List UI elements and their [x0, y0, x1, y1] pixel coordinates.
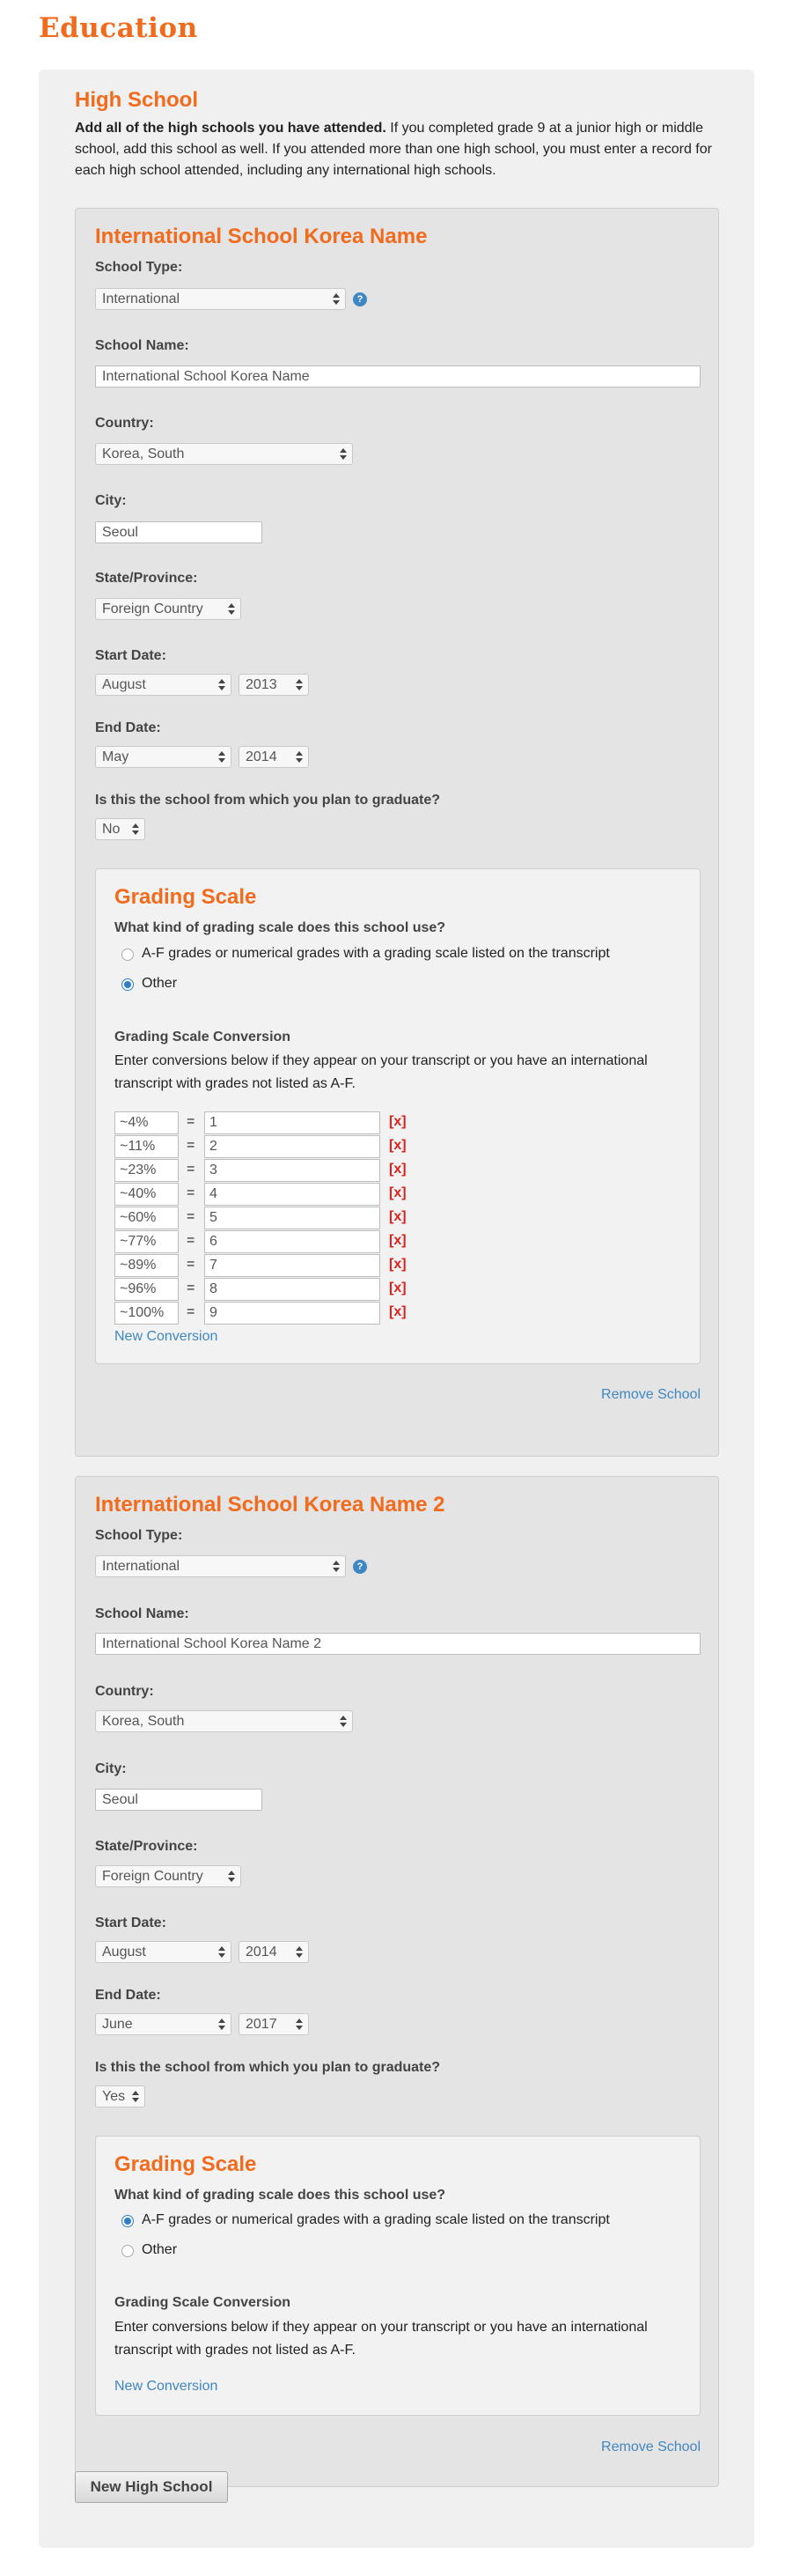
select-arrows-icon	[296, 749, 303, 765]
section-description	[75, 118, 726, 181]
conversion-to-input[interactable]: 1	[204, 1111, 380, 1134]
remove-conversion-link[interactable]: [x]	[389, 1114, 407, 1129]
start-year-value: 2013	[246, 677, 277, 692]
end-year-value: 2014	[246, 749, 277, 764]
graduate-value: No	[102, 822, 121, 837]
grading-option-other-label: Other	[142, 976, 178, 991]
remove-conversion-link[interactable]: [x]	[389, 1257, 407, 1272]
end-month-select[interactable]	[95, 746, 231, 768]
city-input[interactable]: Seoul	[95, 521, 262, 543]
city-input[interactable]: Seoul	[95, 1789, 262, 1811]
state-select[interactable]	[95, 598, 241, 620]
graduate-question-label: Is this the school from which you plan to graduate?	[95, 793, 441, 808]
grading-scale-box	[95, 2136, 701, 2416]
equals-sign: =	[187, 1114, 195, 1129]
equals-sign: =	[187, 1209, 195, 1224]
conversion-from-input[interactable]: ~40%	[114, 1183, 179, 1206]
remove-school-link[interactable]: Remove School	[601, 2439, 701, 2454]
graduate-question-label: Is this the school from which you plan to graduate?	[95, 2060, 441, 2075]
conversion-to-input[interactable]: 9	[204, 1302, 380, 1325]
conversion-row	[114, 1111, 466, 1134]
conversion-title: Grading Scale Conversion	[114, 1030, 291, 1044]
start-date-label: Start Date:	[95, 648, 166, 663]
remove-conversion-link[interactable]: [x]	[389, 1304, 407, 1319]
select-arrows-icon	[296, 2017, 303, 2033]
country-label: Country:	[95, 1684, 154, 1699]
conversion-description: Enter conversions below if they appear on your transcript or you have an international transcript with grades not listed as A-F.	[114, 1053, 648, 1091]
conversion-to-input[interactable]: 6	[204, 1230, 380, 1253]
conversion-to-input[interactable]: 3	[204, 1159, 380, 1182]
school-name-input[interactable]: International School Korea Name	[95, 365, 701, 388]
start-year-select[interactable]	[239, 1941, 309, 1963]
select-arrows-icon	[218, 2017, 225, 2033]
grading-option-af-label: A-F grades or numerical grades with a grading scale listed on the transcript	[142, 2212, 610, 2227]
country-value: Korea, South	[102, 447, 185, 461]
conversion-row	[114, 1230, 466, 1253]
grading-option-af-label: A-F grades or numerical grades with a grading scale listed on the transcript	[142, 946, 610, 961]
section-description-rest: If you completed grade 9 at a junior high or middle school, add this school as well. If you attended more than one high school, you must enter a record for each high school attended, including any international high schools.	[75, 121, 712, 178]
equals-sign: =	[187, 1304, 195, 1319]
graduate-value: Yes	[102, 2089, 126, 2104]
state-value: Foreign Country	[102, 1869, 203, 1884]
remove-conversion-link[interactable]: [x]	[389, 1233, 407, 1248]
equals-sign: =	[187, 1185, 195, 1200]
end-month-value: June	[102, 2017, 133, 2032]
help-icon[interactable]: ?	[353, 1560, 367, 1574]
conversion-from-input[interactable]: ~100%	[114, 1302, 179, 1325]
conversion-from-input[interactable]: ~60%	[114, 1207, 179, 1229]
select-arrows-icon	[340, 447, 347, 462]
state-label: State/Province:	[95, 571, 198, 586]
start-month-value: August	[102, 1945, 146, 1960]
conversion-row	[114, 1302, 466, 1325]
radio-unchecked-icon[interactable]	[121, 2245, 134, 2257]
country-select[interactable]	[95, 443, 353, 465]
school-type-select[interactable]	[95, 1555, 346, 1577]
radio-unchecked-icon[interactable]	[121, 948, 134, 961]
state-label: State/Province:	[95, 1839, 198, 1854]
remove-conversion-link[interactable]: [x]	[389, 1209, 407, 1224]
equals-sign: =	[187, 1281, 195, 1295]
grading-option-other-label: Other	[142, 2242, 178, 2257]
radio-checked-icon[interactable]	[121, 2215, 134, 2227]
start-year-select[interactable]	[239, 674, 309, 696]
remove-conversion-link[interactable]: [x]	[389, 1138, 407, 1153]
select-arrows-icon	[218, 749, 225, 765]
select-arrows-icon	[218, 677, 225, 693]
conversion-title: Grading Scale Conversion	[114, 2295, 291, 2310]
help-icon[interactable]: ?	[353, 292, 367, 306]
conversion-description: Enter conversions below if they appear on your transcript or you have an international transcript with grades not listed as A-F.	[114, 2320, 648, 2358]
city-label: City:	[95, 493, 127, 508]
conversion-from-input[interactable]: ~4%	[114, 1111, 179, 1134]
select-arrows-icon	[296, 677, 303, 693]
select-arrows-icon	[132, 2089, 139, 2105]
end-date-label: End Date:	[95, 1988, 161, 2003]
remove-school-link[interactable]: Remove School	[601, 1387, 701, 1402]
conversion-to-input[interactable]: 5	[204, 1207, 380, 1229]
select-arrows-icon	[333, 292, 340, 307]
school-name-label: School Name:	[95, 1606, 189, 1621]
grading-scale-question: What kind of grading scale does this school use?	[114, 920, 446, 935]
conversion-from-input[interactable]: ~11%	[114, 1135, 179, 1158]
end-month-value: May	[102, 749, 129, 764]
grading-scale-question: What kind of grading scale does this school use?	[114, 2188, 446, 2203]
new-conversion-link[interactable]: New Conversion	[114, 1329, 218, 1344]
country-label: Country:	[95, 416, 154, 431]
school-name-label: School Name:	[95, 338, 189, 353]
conversion-row	[114, 1135, 466, 1158]
conversion-from-input[interactable]: ~23%	[114, 1159, 179, 1182]
city-label: City:	[95, 1761, 127, 1776]
select-arrows-icon	[296, 1945, 303, 1960]
school-type-select[interactable]	[95, 288, 346, 310]
equals-sign: =	[187, 1138, 195, 1153]
state-value: Foreign Country	[102, 602, 203, 616]
start-date-label: Start Date:	[95, 1915, 166, 1930]
school-card	[75, 1476, 719, 2487]
equals-sign: =	[187, 1162, 195, 1177]
start-year-value: 2014	[246, 1945, 277, 1960]
conversion-to-input[interactable]: 7	[204, 1254, 380, 1277]
school-type-label: School Type:	[95, 1528, 183, 1543]
conversion-to-input[interactable]: 4	[204, 1183, 380, 1206]
school-type-value: International	[102, 1559, 180, 1574]
section-title: High School	[75, 88, 198, 112]
country-value: Korea, South	[102, 1714, 185, 1729]
conversion-row	[114, 1159, 466, 1182]
grading-scale-title: Grading Scale	[114, 2152, 257, 2176]
select-arrows-icon	[218, 1945, 225, 1960]
school-name-input[interactable]: International School Korea Name 2	[95, 1633, 701, 1655]
section-description-bold: Add all of the high schools you have attended.	[75, 121, 386, 136]
conversion-row	[114, 1207, 466, 1229]
high-school-section	[39, 70, 754, 2548]
start-month-value: August	[102, 677, 146, 692]
conversion-to-input[interactable]: 2	[204, 1135, 380, 1158]
state-select[interactable]	[95, 1865, 241, 1887]
remove-conversion-link[interactable]: [x]	[389, 1281, 407, 1295]
school-type-label: School Type:	[95, 260, 183, 275]
end-year-value: 2017	[246, 2017, 277, 2032]
conversion-row	[114, 1183, 466, 1206]
conversion-row	[114, 1278, 466, 1301]
graduate-select[interactable]	[95, 818, 145, 840]
school-heading: International School Korea Name	[95, 225, 428, 248]
conversion-from-input[interactable]: ~89%	[114, 1254, 179, 1277]
start-month-select[interactable]	[95, 674, 231, 696]
graduate-select[interactable]	[95, 2085, 145, 2107]
start-month-select[interactable]	[95, 1941, 231, 1963]
end-month-select[interactable]	[95, 2013, 231, 2035]
conversion-from-input[interactable]: ~77%	[114, 1230, 179, 1253]
conversion-to-input[interactable]: 8	[204, 1278, 380, 1301]
select-arrows-icon	[340, 1714, 347, 1730]
end-year-select[interactable]	[239, 746, 309, 768]
conversion-row	[114, 1254, 466, 1277]
equals-sign: =	[187, 1257, 195, 1272]
end-year-select[interactable]	[239, 2013, 309, 2035]
select-arrows-icon	[228, 602, 235, 617]
conversion-from-input[interactable]: ~96%	[114, 1278, 179, 1301]
school-type-value: International	[102, 292, 180, 306]
equals-sign: =	[187, 1233, 195, 1248]
radio-checked-icon[interactable]	[121, 978, 134, 991]
remove-conversion-link[interactable]: [x]	[389, 1185, 407, 1200]
grading-scale-box	[95, 868, 701, 1364]
school-heading: International School Korea Name 2	[95, 1493, 445, 1517]
select-arrows-icon	[132, 822, 139, 838]
remove-conversion-link[interactable]: [x]	[389, 1162, 407, 1177]
country-select[interactable]	[95, 1710, 353, 1732]
select-arrows-icon	[228, 1869, 235, 1885]
grading-scale-title: Grading Scale	[114, 885, 257, 909]
new-high-school-button[interactable]: New High School	[75, 2471, 228, 2503]
end-date-label: End Date:	[95, 720, 161, 735]
school-card	[75, 208, 719, 1457]
new-conversion-link[interactable]: New Conversion	[114, 2379, 218, 2394]
select-arrows-icon	[333, 1559, 340, 1575]
page-title: Education	[39, 12, 198, 44]
